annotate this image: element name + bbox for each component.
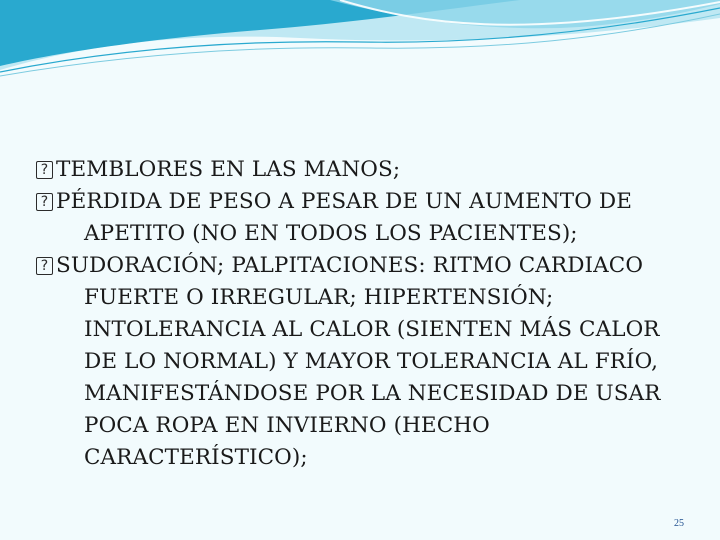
- bullet-list: [36, 154, 676, 474]
- bullet-item: [36, 250, 676, 474]
- bullet-text: TEMBLORES EN LAS MANOS;: [56, 157, 401, 182]
- missing-glyph-icon: ?: [36, 257, 53, 275]
- missing-glyph-icon: ?: [36, 161, 53, 179]
- bullet-text: SUDORACIÓN; PALPITACIONES: RITMO CARDIACO FUERTE O IRREGULAR; HIPERTENSIÓN; INTOLERANCIA AL CALOR (SIENTEN MÁS CALOR DE LO NORMAL) Y MAYOR TOLERANCIA AL FRÍO, MANIFESTÁNDOSE POR LA NECESIDAD DE USAR POCA ROPA EN INVIERNO (HECHO CARACTERÍSTICO);: [56, 253, 661, 470]
- bullet-text: PÉRDIDA DE PESO A PESAR DE UN AUMENTO DE APETITO (NO EN TODOS LOS PACIENTES);: [56, 189, 633, 246]
- page-number: 25: [674, 518, 684, 529]
- bullet-item: [36, 186, 676, 250]
- bullet-item: [36, 154, 676, 186]
- header-wave-decoration: [0, 0, 720, 90]
- missing-glyph-icon: ?: [36, 193, 53, 211]
